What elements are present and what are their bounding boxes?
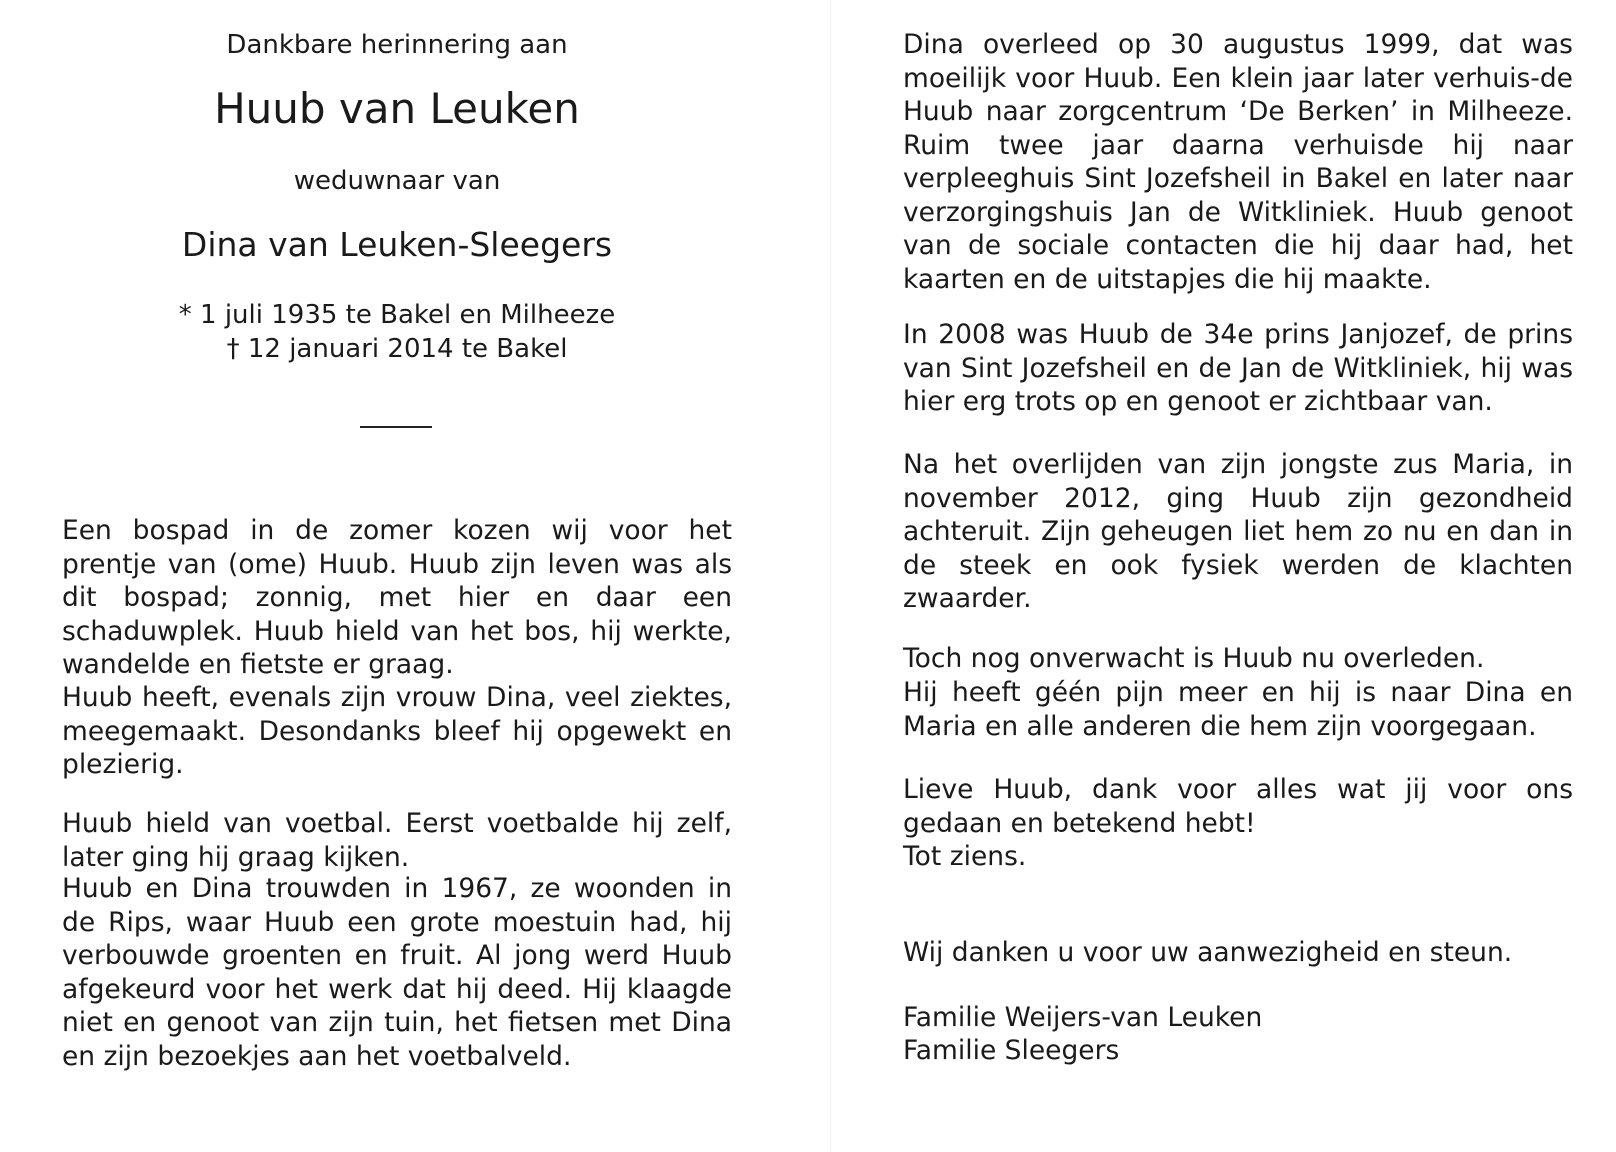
right-paragraph-4-line-1: Toch nog onverwacht is Huub nu overleden. xyxy=(903,643,1485,674)
right-paragraph-1: Dina overleed op 30 augustus 1999, dat was moeilijk voor Huub. Een klein jaar later verhuis-de Huub naar zorgcentrum ‘De Berken’ in Milheeze. Ruim twee jaar daarna verhuisde hij naar verpleeghuis Sint Jozefsheil in Bakel en later naar verzorgingshuis Jan de Witkliniek. Huub genoot van de sociale contacten die hij daar had, het kaarten en de uitstapjes die hij maakte. xyxy=(903,29,1573,295)
thanks-line: Wij danken u voor uw aanwezigheid en steun. xyxy=(903,937,1513,968)
left-paragraph-4: Huub en Dina trouwden in 1967, ze woonden in de Rips, waar Huub een grote moestuin had, hij verbouwde groenten en fruit. Al jong werd Huub afgekeurd voor het werk dat hij deed. Hij klaagde niet en genoot van zijn tuin, het fietsen met Dina en zijn bezoekjes aan het voetbalveld. xyxy=(62,873,732,1072)
spouse-name: Dina van Leuken-Sleegers xyxy=(181,225,613,264)
fold-line xyxy=(830,0,831,1152)
birth-line: * 1 juli 1935 te Bakel en Milheeze xyxy=(178,300,616,330)
family-line-2: Familie Sleegers xyxy=(903,1035,1120,1066)
family-line-1: Familie Weijers-van Leuken xyxy=(903,1002,1263,1033)
left-paragraph-2: Huub heeft, evenals zijn vrouw Dina, veel ziektes, meegemaakt. Desondanks bleef hij opgewekt en plezierig. xyxy=(62,682,732,780)
intro-text: Dankbare herinnering aan xyxy=(226,30,568,60)
deceased-name: Huub van Leuken xyxy=(214,84,580,133)
right-paragraph-2: In 2008 was Huub de 34e prins Janjozef, de prins van Sint Jozefsheil en de Jan de Witkliniek, hij was hier erg trots op en genoot er zichtbaar van. xyxy=(903,319,1573,417)
farewell-line: Tot ziens. xyxy=(903,841,1027,872)
widower-label: weduwnaar van xyxy=(293,166,501,196)
left-paragraph-1: Een bospad in de zomer kozen wij voor het prentje van (ome) Huub. Huub zijn leven was als dit bospad; zonnig, met hier en daar een schaduwplek. Huub hield van het bos, hij werkte, wandelde en fietste er graag. xyxy=(62,515,732,680)
divider xyxy=(360,426,432,428)
death-line: † 12 januari 2014 te Bakel xyxy=(226,334,568,364)
right-paragraph-5: Lieve Huub, dank voor alles wat jij voor ons gedaan en betekend hebt! xyxy=(903,774,1573,839)
right-paragraph-4: Hij heeft géén pijn meer en hij is naar Dina en Maria en alle anderen die hem zijn voorgegaan. xyxy=(903,677,1573,742)
right-paragraph-3: Na het overlijden van zijn jongste zus Maria, in november 2012, ging Huub zijn gezondheid achteruit. Zijn geheugen liet hem zo nu en dan in de steek en ook fysiek werden de klachten zwaarder. xyxy=(903,449,1573,614)
left-paragraph-3: Huub hield van voetbal. Eerst voetbalde hij zelf, later ging hij graag kijken. xyxy=(62,808,732,873)
